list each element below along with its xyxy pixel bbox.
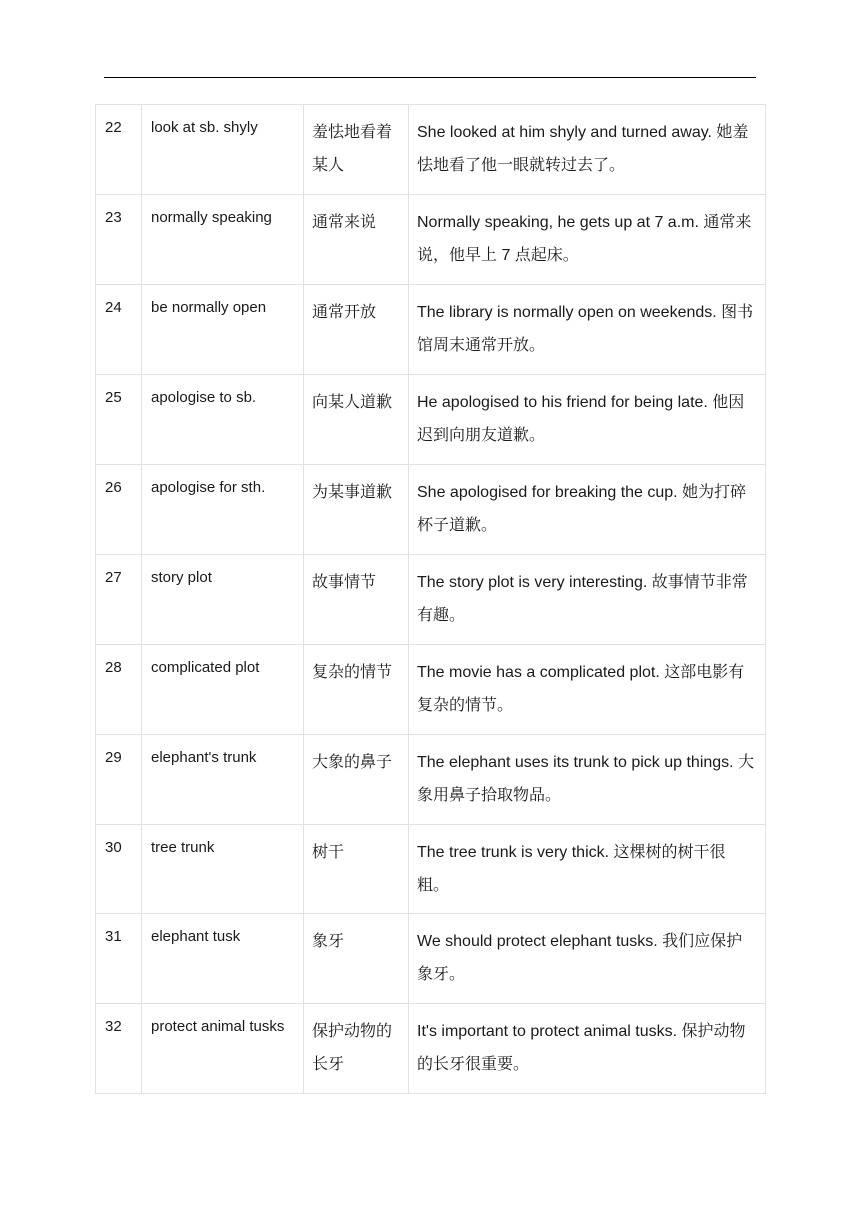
chinese-meaning: 羞怯地看着某人 xyxy=(304,105,409,195)
table-row xyxy=(96,735,766,825)
example-sentence: We should protect elephant tusks. 我们应保护象牙。 xyxy=(409,914,766,1004)
row-number: 28 xyxy=(96,645,142,735)
phrase: look at sb. shyly xyxy=(142,105,304,195)
example-sentence: The elephant uses its trunk to pick up things. 大象用鼻子拾取物品。 xyxy=(409,735,766,825)
phrase: apologise to sb. xyxy=(142,375,304,465)
chinese-meaning: 通常来说 xyxy=(304,195,409,285)
example-sentence: The movie has a complicated plot. 这部电影有复杂的情节。 xyxy=(409,645,766,735)
example-sentence: Normally speaking, he gets up at 7 a.m. 通常来说，他早上 7 点起床。 xyxy=(409,195,766,285)
row-number: 26 xyxy=(96,465,142,555)
phrase: normally speaking xyxy=(142,195,304,285)
example-sentence: She apologised for breaking the cup. 她为打碎杯子道歉。 xyxy=(409,465,766,555)
header-rule xyxy=(104,77,756,78)
chinese-meaning: 复杂的情节 xyxy=(304,645,409,735)
row-number: 23 xyxy=(96,195,142,285)
example-sentence: She looked at him shyly and turned away. 她羞怯地看了他一眼就转过去了。 xyxy=(409,105,766,195)
table-row xyxy=(96,285,766,375)
table-row xyxy=(96,195,766,285)
table-row xyxy=(96,105,766,195)
phrase: complicated plot xyxy=(142,645,304,735)
phrase: tree trunk xyxy=(142,825,304,914)
chinese-meaning: 为某事道歉 xyxy=(304,465,409,555)
chinese-meaning: 保护动物的长牙 xyxy=(304,1004,409,1094)
example-sentence: The library is normally open on weekends. 图书馆周末通常开放。 xyxy=(409,285,766,375)
table-row xyxy=(96,1004,766,1094)
table-row xyxy=(96,555,766,645)
phrase: story plot xyxy=(142,555,304,645)
phrase: elephant tusk xyxy=(142,914,304,1004)
table-row xyxy=(96,375,766,465)
chinese-meaning: 象牙 xyxy=(304,914,409,1004)
phrase: protect animal tusks xyxy=(142,1004,304,1094)
row-number: 22 xyxy=(96,105,142,195)
example-sentence: The story plot is very interesting. 故事情节非常有趣。 xyxy=(409,555,766,645)
row-number: 29 xyxy=(96,735,142,825)
example-sentence: It's important to protect animal tusks. 保护动物的长牙很重要。 xyxy=(409,1004,766,1094)
row-number: 27 xyxy=(96,555,142,645)
row-number: 24 xyxy=(96,285,142,375)
table-row xyxy=(96,825,766,914)
chinese-meaning: 树干 xyxy=(304,825,409,914)
row-number: 30 xyxy=(96,825,142,914)
row-number: 32 xyxy=(96,1004,142,1094)
table-row xyxy=(96,645,766,735)
chinese-meaning: 大象的鼻子 xyxy=(304,735,409,825)
table-row xyxy=(96,914,766,1004)
chinese-meaning: 通常开放 xyxy=(304,285,409,375)
vocabulary-table xyxy=(95,104,766,1094)
example-sentence: The tree trunk is very thick. 这棵树的树干很粗。 xyxy=(409,825,766,914)
chinese-meaning: 故事情节 xyxy=(304,555,409,645)
phrase: apologise for sth. xyxy=(142,465,304,555)
phrase: be normally open xyxy=(142,285,304,375)
row-number: 31 xyxy=(96,914,142,1004)
chinese-meaning: 向某人道歉 xyxy=(304,375,409,465)
row-number: 25 xyxy=(96,375,142,465)
phrase: elephant's trunk xyxy=(142,735,304,825)
example-sentence: He apologised to his friend for being late. 他因迟到向朋友道歉。 xyxy=(409,375,766,465)
table-row xyxy=(96,465,766,555)
